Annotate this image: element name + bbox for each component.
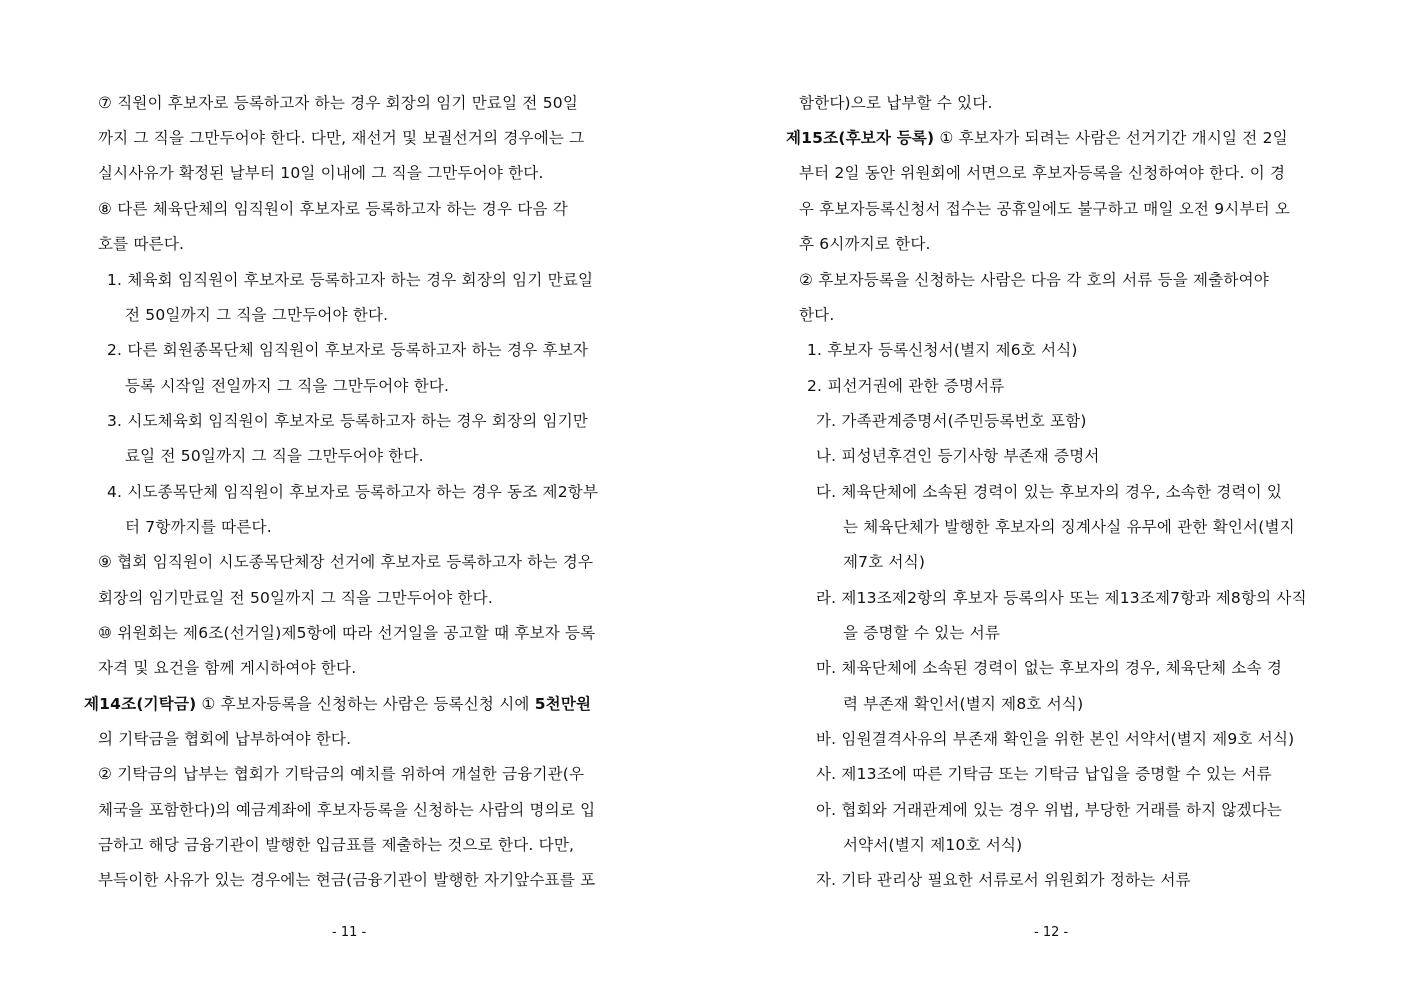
article-15-title: 제15조(후보자 등록)	[786, 129, 935, 147]
sub-list-item: 마. 체육단체에 소속된 경력이 없는 후보자의 경우, 체육단체 소속 경	[816, 659, 1283, 677]
sub-list-item-continuation: 서약서(별지 제10호 서식)	[843, 836, 1023, 854]
text-line: 의 기탁금을 협회에 납부하여야 한다.	[98, 730, 352, 748]
text-line: ⑧ 다른 체육단체의 임직원이 후보자로 등록하고자 하는 경우 다음 각	[98, 200, 568, 218]
sub-list-item: 라. 제13조제2항의 후보자 등록의사 또는 제13조제7항과 제8항의 사직	[816, 589, 1307, 607]
text-line: 까지 그 직을 그만두어야 한다. 다만, 재선거 및 보궐선거의 경우에는 그	[98, 129, 585, 147]
text-line: 자격 및 요건을 함께 게시하여야 한다.	[98, 659, 357, 677]
sub-list-item: 가. 가족관계증명서(주민등록번호 포함)	[816, 412, 1087, 430]
page-number: - 12 -	[1034, 925, 1069, 940]
list-item-continuation: 등록 시작일 전일까지 그 직을 그만두어야 한다.	[125, 377, 450, 395]
sub-list-item: 나. 피성년후견인 등기사항 부존재 증명서	[816, 447, 1100, 465]
sub-list-item: 자. 기타 관리상 필요한 서류로서 위원회가 정하는 서류	[816, 871, 1191, 889]
page-12	[700, 0, 1403, 992]
text-line: ⑨ 협회 임직원이 시도종목단체장 선거에 후보자로 등록하고자 하는 경우	[98, 553, 594, 571]
text-line: ② 후보자등록을 신청하는 사람은 다음 각 호의 서류 등을 제출하여야	[799, 271, 1269, 289]
text-line: 부터 2일 동안 위원회에 서면으로 후보자등록을 신청하여야 한다. 이 경	[799, 164, 1286, 182]
text-line: 회장의 임기만료일 전 50일까지 그 직을 그만두어야 한다.	[98, 589, 493, 607]
text-line: 체국을 포함한다)의 예금계좌에 후보자등록을 신청하는 사람의 명의로 입	[98, 801, 596, 819]
list-item: 2. 다른 회원종목단체 임직원이 후보자로 등록하고자 하는 경우 후보자	[107, 341, 589, 359]
text-line: 우 후보자등록신청서 접수는 공휴일에도 불구하고 매일 오전 9시부터 오	[799, 200, 1291, 218]
sub-list-item-continuation: 는 체육단체가 발행한 후보자의 징계사실 유무에 관한 확인서(별지	[843, 518, 1295, 536]
list-item: 1. 체육회 임직원이 후보자로 등록하고자 하는 경우 회장의 임기 만료일	[107, 271, 594, 289]
article-14-line	[84, 694, 591, 714]
article-14-text: ① 후보자등록을 신청하는 사람은 등록신청 시에	[196, 695, 535, 713]
page-number: - 11 -	[332, 925, 367, 940]
sub-list-item: 사. 제13조에 따른 기탁금 또는 기탁금 납입을 증명할 수 있는 서류	[816, 765, 1272, 783]
text-line: 실시사유가 확정된 날부터 10일 이내에 그 직을 그만두어야 한다.	[98, 164, 544, 182]
text-line: 호를 따른다.	[98, 235, 185, 253]
sub-list-item: 바. 임원결격사유의 부존재 확인을 위한 본인 서약서(별지 제9호 서식)	[816, 730, 1295, 748]
deposit-amount: 5천만원	[534, 695, 592, 713]
list-item: 1. 후보자 등록신청서(별지 제6호 서식)	[807, 341, 1078, 359]
sub-list-item-continuation: 을 증명할 수 있는 서류	[843, 624, 1001, 642]
page-11	[0, 0, 700, 992]
list-item-continuation: 전 50일까지 그 직을 그만두어야 한다.	[125, 306, 389, 324]
sub-list-item: 다. 체육단체에 소속된 경력이 있는 후보자의 경우, 소속한 경력이 있	[816, 483, 1283, 501]
text-line: 부득이한 사유가 있는 경우에는 현금(금융기관이 발행한 자기앞수표를 포	[98, 871, 596, 889]
list-item: 4. 시도종목단체 임직원이 후보자로 등록하고자 하는 경우 동조 제2항부	[107, 483, 599, 501]
list-item-continuation: 터 7항까지를 따른다.	[125, 518, 272, 536]
text-line: 금하고 해당 금융기관이 발행한 입금표를 제출하는 것으로 한다. 다만,	[98, 836, 575, 854]
list-item-continuation: 료일 전 50일까지 그 직을 그만두어야 한다.	[125, 447, 424, 465]
text-line: ⑩ 위원회는 제6조(선거일)제5항에 따라 선거일을 공고할 때 후보자 등록	[98, 624, 596, 642]
text-line: ⑦ 직원이 후보자로 등록하고자 하는 경우 회장의 임기 만료일 전 50일	[98, 94, 578, 112]
article-15-line	[786, 128, 1288, 148]
text-line: 한다.	[799, 306, 835, 324]
text-line: ② 기탁금의 납부는 협회가 기탁금의 예치를 위하여 개설한 금융기관(우	[98, 765, 585, 783]
list-item: 2. 피선거권에 관한 증명서류	[807, 377, 1005, 395]
sub-list-item-continuation: 력 부존재 확인서(별지 제8호 서식)	[843, 695, 1084, 713]
list-item: 3. 시도체육회 임직원이 후보자로 등록하고자 하는 경우 회장의 임기만	[107, 412, 589, 430]
text-line: 후 6시까지로 한다.	[799, 235, 931, 253]
text-line: 함한다)으로 납부할 수 있다.	[799, 94, 993, 112]
sub-list-item-continuation: 제7호 서식)	[843, 553, 926, 571]
article-14-title: 제14조(기탁금)	[84, 695, 197, 713]
sub-list-item: 아. 협회와 거래관계에 있는 경우 위법, 부당한 거래를 하지 않겠다는	[816, 801, 1283, 819]
article-15-text: ① 후보자가 되려는 사람은 선거기간 개시일 전 2일	[934, 129, 1288, 147]
